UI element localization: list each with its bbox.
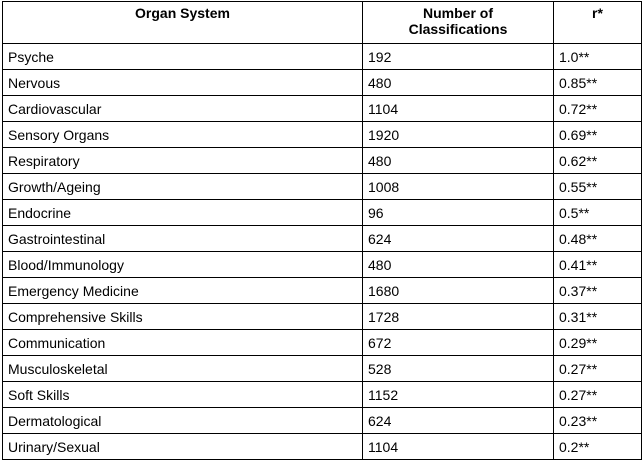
cell-organ: Cardiovascular bbox=[3, 96, 363, 122]
cell-organ: Blood/Immunology bbox=[3, 252, 363, 278]
table-row bbox=[3, 408, 642, 434]
organ-system-table bbox=[2, 1, 642, 460]
cell-count: 480 bbox=[363, 148, 554, 174]
cell-organ: Communication bbox=[3, 330, 363, 356]
table-row bbox=[3, 278, 642, 304]
cell-organ: Endocrine bbox=[3, 200, 363, 226]
cell-count: 1680 bbox=[363, 278, 554, 304]
cell-count: 192 bbox=[363, 44, 554, 70]
header-r bbox=[554, 2, 642, 44]
cell-organ: Sensory Organs bbox=[3, 122, 363, 148]
cell-count: 1728 bbox=[363, 304, 554, 330]
cell-r: 0.2** bbox=[554, 434, 642, 460]
table-row bbox=[3, 252, 642, 278]
cell-organ: Gastrointestinal bbox=[3, 226, 363, 252]
cell-count: 1920 bbox=[363, 122, 554, 148]
cell-count: 528 bbox=[363, 356, 554, 382]
cell-organ: Dermatological bbox=[3, 408, 363, 434]
table-row bbox=[3, 330, 642, 356]
table-row bbox=[3, 44, 642, 70]
cell-r: 0.5** bbox=[554, 200, 642, 226]
table-header-row bbox=[3, 2, 642, 44]
cell-organ: Urinary/Sexual bbox=[3, 434, 363, 460]
header-number-line2: Classifications bbox=[408, 21, 508, 37]
table-row bbox=[3, 174, 642, 200]
cell-r: 0.62** bbox=[554, 148, 642, 174]
cell-organ: Comprehensive Skills bbox=[3, 304, 363, 330]
table-row bbox=[3, 304, 642, 330]
cell-organ: Psyche bbox=[3, 44, 363, 70]
cell-count: 1104 bbox=[363, 96, 554, 122]
header-r-label: r* bbox=[592, 5, 603, 21]
cell-r: 0.29** bbox=[554, 330, 642, 356]
table-row bbox=[3, 122, 642, 148]
cell-count: 1008 bbox=[363, 174, 554, 200]
table-row bbox=[3, 382, 642, 408]
cell-organ: Nervous bbox=[3, 70, 363, 96]
cell-r: 0.48** bbox=[554, 226, 642, 252]
cell-organ: Musculoskeletal bbox=[3, 356, 363, 382]
table-row bbox=[3, 434, 642, 460]
header-number-line1: Number of bbox=[423, 5, 493, 21]
cell-r: 0.27** bbox=[554, 356, 642, 382]
cell-r: 0.31** bbox=[554, 304, 642, 330]
cell-r: 0.69** bbox=[554, 122, 642, 148]
cell-r: 0.23** bbox=[554, 408, 642, 434]
cell-organ: Soft Skills bbox=[3, 382, 363, 408]
header-organ-system-label: Organ System bbox=[135, 5, 230, 21]
cell-r: 1.0** bbox=[554, 44, 642, 70]
cell-count: 624 bbox=[363, 226, 554, 252]
header-organ-system bbox=[3, 2, 363, 44]
cell-count: 96 bbox=[363, 200, 554, 226]
cell-count: 624 bbox=[363, 408, 554, 434]
cell-count: 1104 bbox=[363, 434, 554, 460]
table-row bbox=[3, 148, 642, 174]
table-row bbox=[3, 200, 642, 226]
table-row bbox=[3, 96, 642, 122]
table-row bbox=[3, 70, 642, 96]
cell-r: 0.41** bbox=[554, 252, 642, 278]
cell-r: 0.37** bbox=[554, 278, 642, 304]
cell-r: 0.85** bbox=[554, 70, 642, 96]
cell-r: 0.72** bbox=[554, 96, 642, 122]
cell-organ: Emergency Medicine bbox=[3, 278, 363, 304]
cell-count: 480 bbox=[363, 70, 554, 96]
cell-r: 0.55** bbox=[554, 174, 642, 200]
cell-count: 672 bbox=[363, 330, 554, 356]
cell-organ: Respiratory bbox=[3, 148, 363, 174]
header-number-of-classifications bbox=[363, 2, 554, 44]
cell-r: 0.27** bbox=[554, 382, 642, 408]
table-row bbox=[3, 356, 642, 382]
table-row bbox=[3, 226, 642, 252]
cell-count: 480 bbox=[363, 252, 554, 278]
cell-count: 1152 bbox=[363, 382, 554, 408]
cell-organ: Growth/Ageing bbox=[3, 174, 363, 200]
